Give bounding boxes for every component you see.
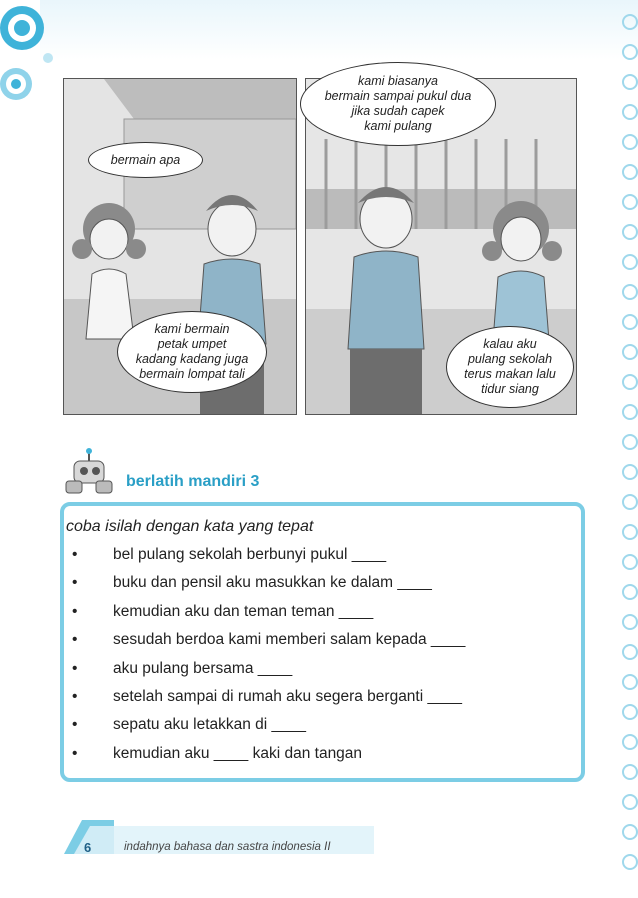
bubble-line: bermain apa xyxy=(110,152,181,167)
bubble-line: kadang kadang juga xyxy=(135,352,249,366)
page-number: 6 xyxy=(84,840,92,855)
header-tint xyxy=(40,0,638,60)
list-item-text: sesudah berdoa kami memberi salam kepada ____ xyxy=(113,631,466,649)
list-item-text: sepatu aku letakkan di ____ xyxy=(113,716,307,734)
bubble-line: bermain sampai pukul dua xyxy=(324,89,472,103)
bullet-icon: • xyxy=(72,716,78,734)
bullet-icon: • xyxy=(72,602,78,620)
list-item-text: buku dan pensil aku masukkan ke dalam ____ xyxy=(113,574,432,592)
exercise-title: berlatih mandiri 3 xyxy=(126,473,260,490)
footer-book-title: indahnya bahasa dan sastra indonesia II xyxy=(124,841,331,853)
bullet-icon: • xyxy=(72,631,78,649)
bullet-icon: • xyxy=(72,659,78,677)
spiral-binding-decoration xyxy=(604,0,638,898)
bubble-line: jika sudah capek xyxy=(351,104,445,118)
speech-bubble-girl-right xyxy=(446,326,574,408)
speech-bubble-boy-right xyxy=(300,62,496,146)
robot-icon xyxy=(62,447,117,497)
bubble-line: kami bermain xyxy=(154,322,230,336)
list-item-text: bel pulang sekolah berbunyi pukul ____ xyxy=(113,546,387,563)
bubble-line: kalau aku xyxy=(483,337,537,351)
bubble-line: kami biasanya xyxy=(358,74,438,88)
bubble-line: tidur siang xyxy=(481,382,539,396)
corner-swirl-decoration xyxy=(0,0,70,120)
bubble-line: pulang sekolah xyxy=(467,352,553,366)
bullet-icon: • xyxy=(72,687,78,705)
speech-bubble-boy-left xyxy=(117,311,267,393)
bullet-icon: • xyxy=(72,574,78,592)
list-item-text: aku pulang bersama ____ xyxy=(113,659,293,677)
speech-bubble-girl-left xyxy=(88,142,203,178)
bubble-line: terus makan lalu xyxy=(464,367,556,381)
exercise-instruction: coba isilah dengan kata yang tepat xyxy=(66,518,314,535)
list-item-text: kemudian aku dan teman teman ____ xyxy=(113,602,374,620)
bubble-line: kami pulang xyxy=(364,119,432,133)
bullet-icon: • xyxy=(72,744,78,762)
list-item-text: kemudian aku ____ kaki dan tangan xyxy=(113,744,363,762)
bubble-line: petak umpet xyxy=(157,337,227,351)
bullet-icon: • xyxy=(72,546,78,563)
list-item-text: setelah sampai di rumah aku segera berganti ____ xyxy=(113,687,462,705)
bubble-line: bermain lompat tali xyxy=(139,367,245,381)
